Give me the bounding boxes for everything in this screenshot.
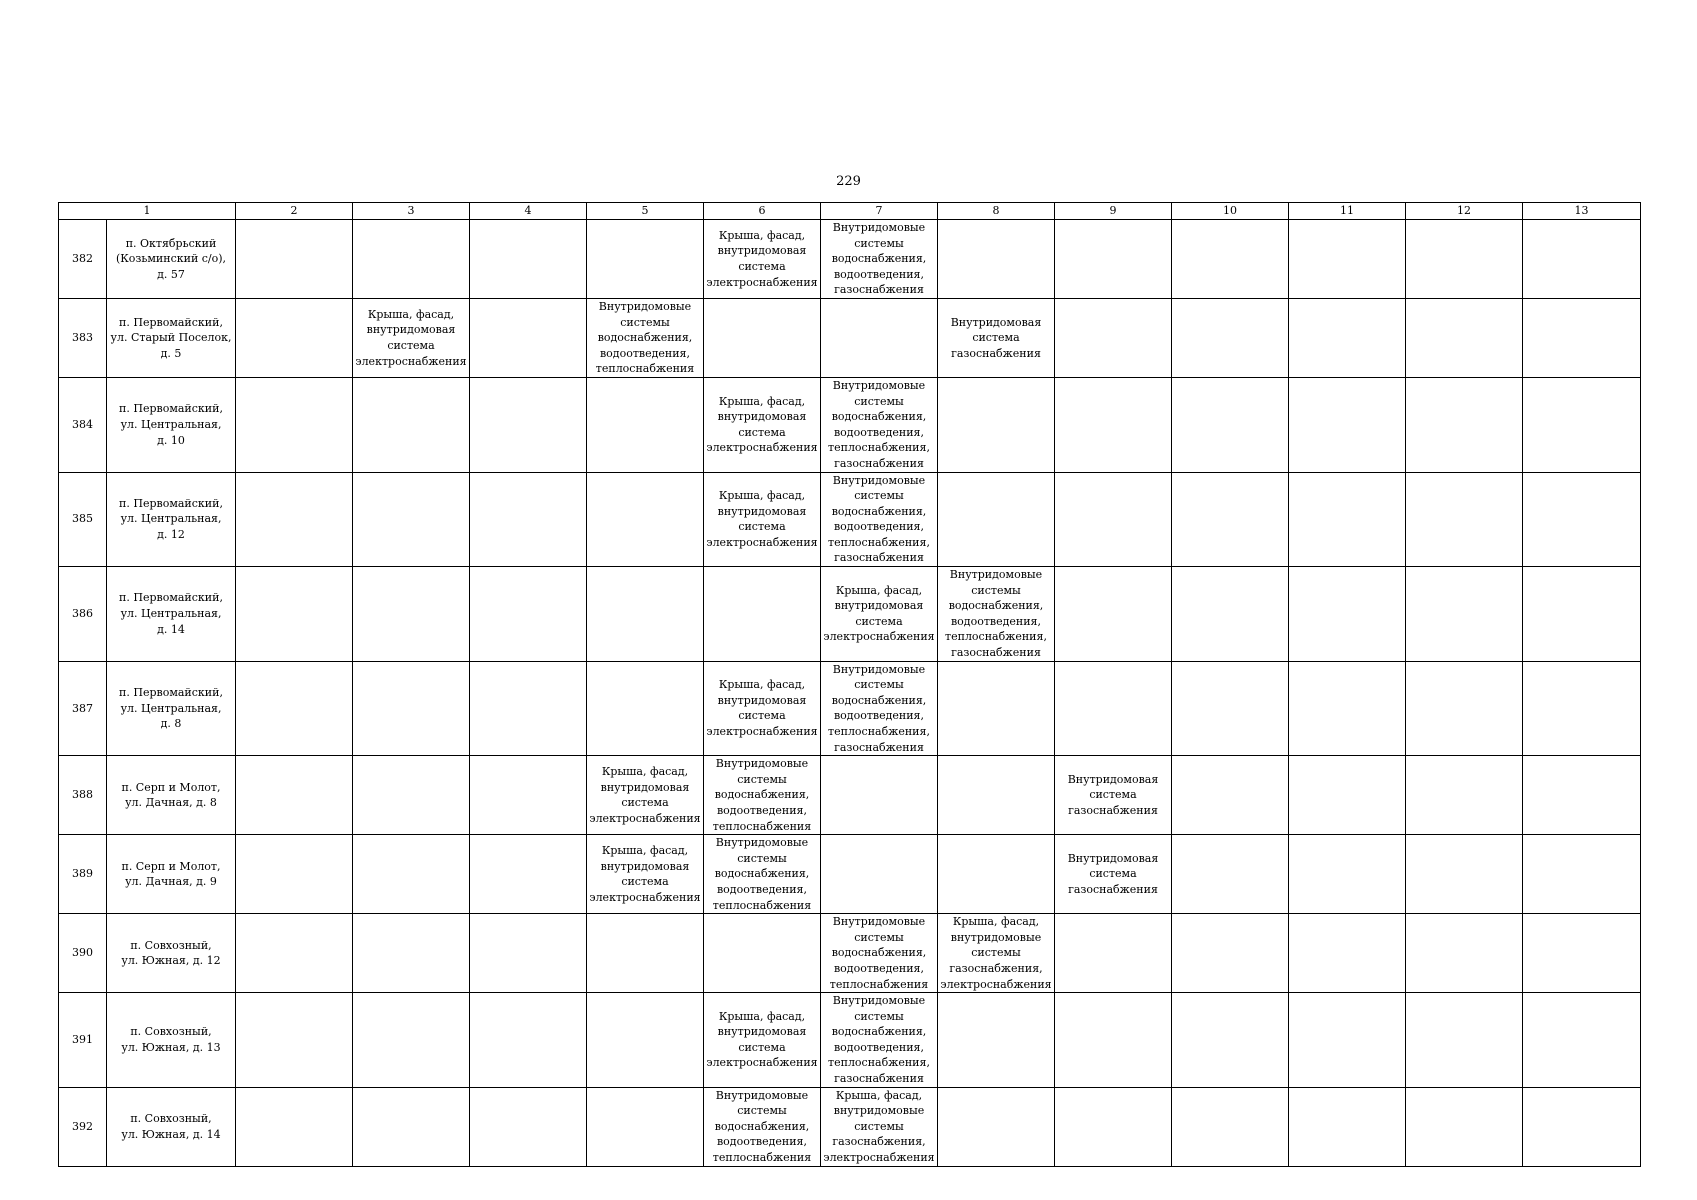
year-cell-col-5 <box>587 661 704 756</box>
year-cell-col-3: Крыша, фасад, внутридомовая система электроснабжения <box>353 298 470 377</box>
year-cell-col-7: Крыша, фасад, внутридомовая система электроснабжения <box>821 567 938 662</box>
year-cell-col-12 <box>1406 756 1523 835</box>
year-cell-col-6 <box>704 567 821 662</box>
year-cell-col-5 <box>587 567 704 662</box>
year-cell-col-8: Внутридомовая система газоснабжения <box>938 298 1055 377</box>
year-cell-col-8 <box>938 756 1055 835</box>
year-cell-col-11 <box>1289 567 1406 662</box>
table-row <box>59 567 1641 662</box>
address-cell: п. Совхозный, ул. Южная, д. 13 <box>107 993 236 1088</box>
year-cell-col-6: Крыша, фасад, внутридомовая система электроснабжения <box>704 377 821 472</box>
year-cell-col-2 <box>236 220 353 299</box>
year-cell-col-6: Внутридомовые системы водоснабжения, водоотведения, теплоснабжения <box>704 1087 821 1166</box>
year-cell-col-2 <box>236 1087 353 1166</box>
year-cell-col-9: Внутридомовая система газоснабжения <box>1055 756 1172 835</box>
year-cell-col-10 <box>1172 914 1289 993</box>
year-cell-col-9 <box>1055 220 1172 299</box>
year-cell-col-8 <box>938 661 1055 756</box>
year-cell-col-13 <box>1523 377 1641 472</box>
year-cell-col-7: Внутридомовые системы водоснабжения, водоотведения, теплоснабжения, газоснабжения <box>821 993 938 1088</box>
row-number: 390 <box>59 914 107 993</box>
column-header-9: 9 <box>1055 203 1172 220</box>
column-header-4: 4 <box>470 203 587 220</box>
year-cell-col-12 <box>1406 835 1523 914</box>
year-cell-col-9 <box>1055 1087 1172 1166</box>
year-cell-col-10 <box>1172 661 1289 756</box>
year-cell-col-8 <box>938 835 1055 914</box>
year-cell-col-2 <box>236 298 353 377</box>
column-header-6: 6 <box>704 203 821 220</box>
year-cell-col-13 <box>1523 914 1641 993</box>
year-cell-col-3 <box>353 993 470 1088</box>
year-cell-col-8 <box>938 1087 1055 1166</box>
year-cell-col-12 <box>1406 1087 1523 1166</box>
year-cell-col-12 <box>1406 377 1523 472</box>
year-cell-col-13 <box>1523 661 1641 756</box>
year-cell-col-7 <box>821 756 938 835</box>
year-cell-col-10 <box>1172 298 1289 377</box>
column-header-10: 10 <box>1172 203 1289 220</box>
year-cell-col-11 <box>1289 835 1406 914</box>
table-row <box>59 756 1641 835</box>
year-cell-col-7: Внутридомовые системы водоснабжения, водоотведения, теплоснабжения <box>821 914 938 993</box>
year-cell-col-6 <box>704 298 821 377</box>
year-cell-col-8 <box>938 993 1055 1088</box>
row-number: 385 <box>59 472 107 567</box>
year-cell-col-11 <box>1289 914 1406 993</box>
table-row <box>59 993 1641 1088</box>
year-cell-col-12 <box>1406 298 1523 377</box>
year-cell-col-11 <box>1289 472 1406 567</box>
year-cell-col-3 <box>353 914 470 993</box>
year-cell-col-10 <box>1172 472 1289 567</box>
year-cell-col-5 <box>587 1087 704 1166</box>
column-header-8: 8 <box>938 203 1055 220</box>
row-number: 384 <box>59 377 107 472</box>
year-cell-col-5: Крыша, фасад, внутридомовая система электроснабжения <box>587 835 704 914</box>
column-number-row <box>59 203 1641 220</box>
row-number: 391 <box>59 993 107 1088</box>
year-cell-col-6: Крыша, фасад, внутридомовая система электроснабжения <box>704 472 821 567</box>
row-number: 383 <box>59 298 107 377</box>
year-cell-col-8 <box>938 220 1055 299</box>
year-cell-col-4 <box>470 914 587 993</box>
repair-schedule-table <box>58 202 1641 1167</box>
year-cell-col-7 <box>821 298 938 377</box>
row-number: 392 <box>59 1087 107 1166</box>
year-cell-col-8 <box>938 377 1055 472</box>
year-cell-col-5: Крыша, фасад, внутридомовая система электроснабжения <box>587 756 704 835</box>
year-cell-col-9 <box>1055 377 1172 472</box>
year-cell-col-9 <box>1055 472 1172 567</box>
table-header <box>59 203 1641 220</box>
row-number: 382 <box>59 220 107 299</box>
year-cell-col-11 <box>1289 220 1406 299</box>
address-cell: п. Первомайский, ул. Центральная, д. 10 <box>107 377 236 472</box>
year-cell-col-8: Внутридомовые системы водоснабжения, водоотведения, теплоснабжения, газоснабжения <box>938 567 1055 662</box>
row-number: 387 <box>59 661 107 756</box>
year-cell-col-4 <box>470 298 587 377</box>
year-cell-col-12 <box>1406 661 1523 756</box>
table-row <box>59 298 1641 377</box>
year-cell-col-6: Крыша, фасад, внутридомовая система электроснабжения <box>704 993 821 1088</box>
year-cell-col-12 <box>1406 993 1523 1088</box>
column-header-1: 1 <box>59 203 236 220</box>
year-cell-col-11 <box>1289 661 1406 756</box>
year-cell-col-10 <box>1172 756 1289 835</box>
table-row <box>59 835 1641 914</box>
year-cell-col-10 <box>1172 220 1289 299</box>
address-cell: п. Серп и Молот, ул. Дачная, д. 9 <box>107 835 236 914</box>
year-cell-col-3 <box>353 220 470 299</box>
table-row <box>59 472 1641 567</box>
year-cell-col-7: Внутридомовые системы водоснабжения, водоотведения, теплоснабжения, газоснабжения <box>821 661 938 756</box>
address-cell: п. Первомайский, ул. Центральная, д. 14 <box>107 567 236 662</box>
year-cell-col-9 <box>1055 298 1172 377</box>
year-cell-col-13 <box>1523 1087 1641 1166</box>
year-cell-col-6: Крыша, фасад, внутридомовая система электроснабжения <box>704 220 821 299</box>
year-cell-col-10 <box>1172 835 1289 914</box>
table-row <box>59 914 1641 993</box>
year-cell-col-9 <box>1055 993 1172 1088</box>
year-cell-col-12 <box>1406 220 1523 299</box>
year-cell-col-3 <box>353 377 470 472</box>
column-header-12: 12 <box>1406 203 1523 220</box>
year-cell-col-13 <box>1523 756 1641 835</box>
row-number: 388 <box>59 756 107 835</box>
year-cell-col-10 <box>1172 377 1289 472</box>
year-cell-col-6 <box>704 914 821 993</box>
year-cell-col-4 <box>470 835 587 914</box>
table-body <box>59 220 1641 1167</box>
address-cell: п. Серп и Молот, ул. Дачная, д. 8 <box>107 756 236 835</box>
year-cell-col-2 <box>236 756 353 835</box>
year-cell-col-3 <box>353 835 470 914</box>
address-cell: п. Первомайский, ул. Старый Поселок, д. 5 <box>107 298 236 377</box>
year-cell-col-13 <box>1523 567 1641 662</box>
year-cell-col-2 <box>236 472 353 567</box>
year-cell-col-4 <box>470 472 587 567</box>
year-cell-col-12 <box>1406 567 1523 662</box>
year-cell-col-2 <box>236 377 353 472</box>
year-cell-col-2 <box>236 661 353 756</box>
year-cell-col-5 <box>587 377 704 472</box>
year-cell-col-5: Внутридомовые системы водоснабжения, водоотведения, теплоснабжения <box>587 298 704 377</box>
year-cell-col-11 <box>1289 993 1406 1088</box>
year-cell-col-4 <box>470 993 587 1088</box>
year-cell-col-3 <box>353 661 470 756</box>
column-header-2: 2 <box>236 203 353 220</box>
year-cell-col-4 <box>470 661 587 756</box>
year-cell-col-10 <box>1172 567 1289 662</box>
year-cell-col-9 <box>1055 661 1172 756</box>
year-cell-col-2 <box>236 993 353 1088</box>
year-cell-col-9 <box>1055 914 1172 993</box>
address-cell: п. Первомайский, ул. Центральная, д. 8 <box>107 661 236 756</box>
year-cell-col-5 <box>587 472 704 567</box>
table-row <box>59 1087 1641 1166</box>
year-cell-col-2 <box>236 567 353 662</box>
year-cell-col-11 <box>1289 1087 1406 1166</box>
year-cell-col-7 <box>821 835 938 914</box>
year-cell-col-7: Внутридомовые системы водоснабжения, водоотведения, теплоснабжения, газоснабжения <box>821 472 938 567</box>
column-header-3: 3 <box>353 203 470 220</box>
year-cell-col-3 <box>353 756 470 835</box>
table-row <box>59 377 1641 472</box>
year-cell-col-13 <box>1523 298 1641 377</box>
column-header-11: 11 <box>1289 203 1406 220</box>
year-cell-col-7: Крыша, фасад, внутридомовые системы газоснабжения, электроснабжения <box>821 1087 938 1166</box>
column-header-5: 5 <box>587 203 704 220</box>
table-row <box>59 220 1641 299</box>
address-cell: п. Совхозный, ул. Южная, д. 12 <box>107 914 236 993</box>
year-cell-col-11 <box>1289 377 1406 472</box>
column-header-13: 13 <box>1523 203 1641 220</box>
row-number: 389 <box>59 835 107 914</box>
address-cell: п. Совхозный, ул. Южная, д. 14 <box>107 1087 236 1166</box>
year-cell-col-4 <box>470 377 587 472</box>
year-cell-col-9: Внутридомовая система газоснабжения <box>1055 835 1172 914</box>
table-row <box>59 661 1641 756</box>
year-cell-col-9 <box>1055 567 1172 662</box>
year-cell-col-11 <box>1289 756 1406 835</box>
year-cell-col-3 <box>353 567 470 662</box>
year-cell-col-13 <box>1523 993 1641 1088</box>
year-cell-col-8 <box>938 472 1055 567</box>
year-cell-col-3 <box>353 1087 470 1166</box>
page-number: 229 <box>836 174 861 189</box>
address-cell: п. Первомайский, ул. Центральная, д. 12 <box>107 472 236 567</box>
year-cell-col-4 <box>470 567 587 662</box>
year-cell-col-2 <box>236 835 353 914</box>
year-cell-col-12 <box>1406 914 1523 993</box>
year-cell-col-5 <box>587 220 704 299</box>
year-cell-col-8: Крыша, фасад, внутридомовые системы газоснабжения, электроснабжения <box>938 914 1055 993</box>
year-cell-col-5 <box>587 914 704 993</box>
year-cell-col-6: Внутридомовые системы водоснабжения, водоотведения, теплоснабжения <box>704 756 821 835</box>
year-cell-col-7: Внутридомовые системы водоснабжения, водоотведения, теплоснабжения, газоснабжения <box>821 377 938 472</box>
year-cell-col-12 <box>1406 472 1523 567</box>
year-cell-col-5 <box>587 993 704 1088</box>
year-cell-col-10 <box>1172 1087 1289 1166</box>
year-cell-col-2 <box>236 914 353 993</box>
year-cell-col-4 <box>470 756 587 835</box>
year-cell-col-4 <box>470 220 587 299</box>
year-cell-col-6: Внутридомовые системы водоснабжения, водоотведения, теплоснабжения <box>704 835 821 914</box>
year-cell-col-6: Крыша, фасад, внутридомовая система электроснабжения <box>704 661 821 756</box>
column-header-7: 7 <box>821 203 938 220</box>
year-cell-col-11 <box>1289 298 1406 377</box>
year-cell-col-4 <box>470 1087 587 1166</box>
address-cell: п. Октябрьский (Козьминский с/о), д. 57 <box>107 220 236 299</box>
year-cell-col-10 <box>1172 993 1289 1088</box>
year-cell-col-3 <box>353 472 470 567</box>
year-cell-col-13 <box>1523 835 1641 914</box>
year-cell-col-13 <box>1523 220 1641 299</box>
year-cell-col-7: Внутридомовые системы водоснабжения, водоотведения, газоснабжения <box>821 220 938 299</box>
year-cell-col-13 <box>1523 472 1641 567</box>
row-number: 386 <box>59 567 107 662</box>
